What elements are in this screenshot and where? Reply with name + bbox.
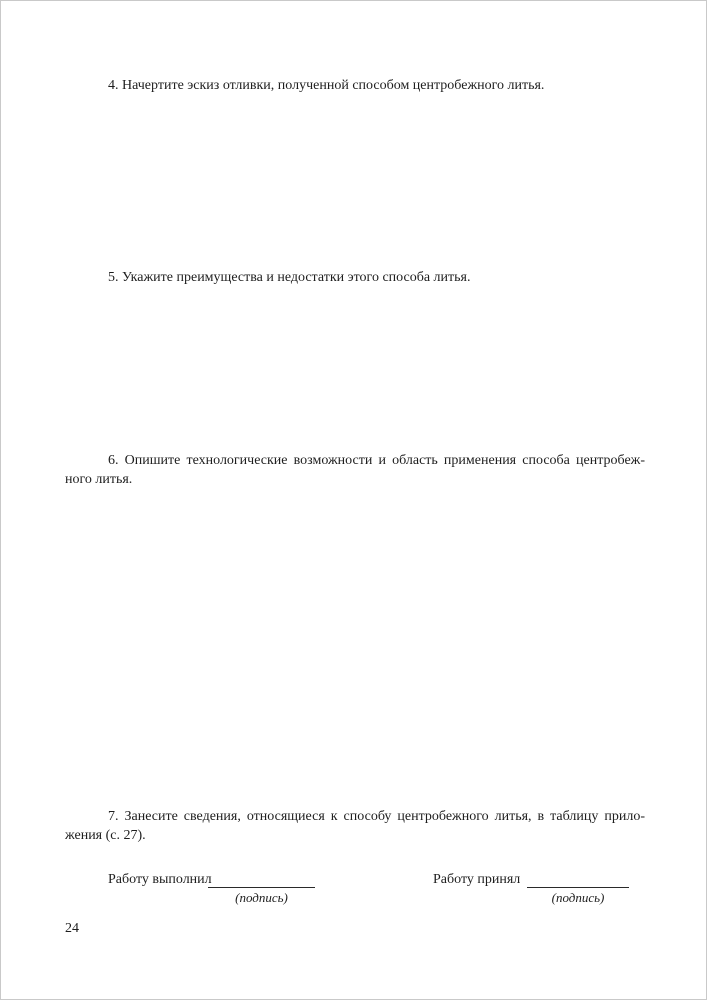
work-accepted-label: Работу принял: [433, 872, 521, 887]
task-item-6-line-1: 6. Опишите технологические возможности и область применения способа центробеж-: [108, 453, 645, 468]
work-performed-signature-caption: (подпись): [235, 890, 288, 905]
answer-space-task-5: [65, 293, 645, 443]
task-item-4: 4. Начертите эскиз отливки, полученной способом центробежного литья.: [108, 78, 545, 93]
work-performed-label: Работу выполнил: [108, 872, 212, 887]
work-accepted-signature-line: [527, 887, 629, 888]
task-item-6-line-2: ного литья.: [65, 472, 133, 487]
answer-space-task-4: [65, 101, 645, 261]
answer-space-task-6: [65, 496, 645, 801]
work-accepted-signature-caption: (подпись): [551, 890, 605, 905]
page-number: 24: [65, 921, 79, 936]
work-performed-signature-line: [208, 887, 315, 888]
task-item-7-line-1: 7. Занесите сведения, относящиеся к способу центробежного литья, в таблицу прило-: [108, 809, 645, 824]
task-item-7-line-2: жения (с. 27).: [65, 828, 146, 843]
task-item-5: 5. Укажите преимущества и недостатки этого способа литья.: [108, 270, 471, 285]
